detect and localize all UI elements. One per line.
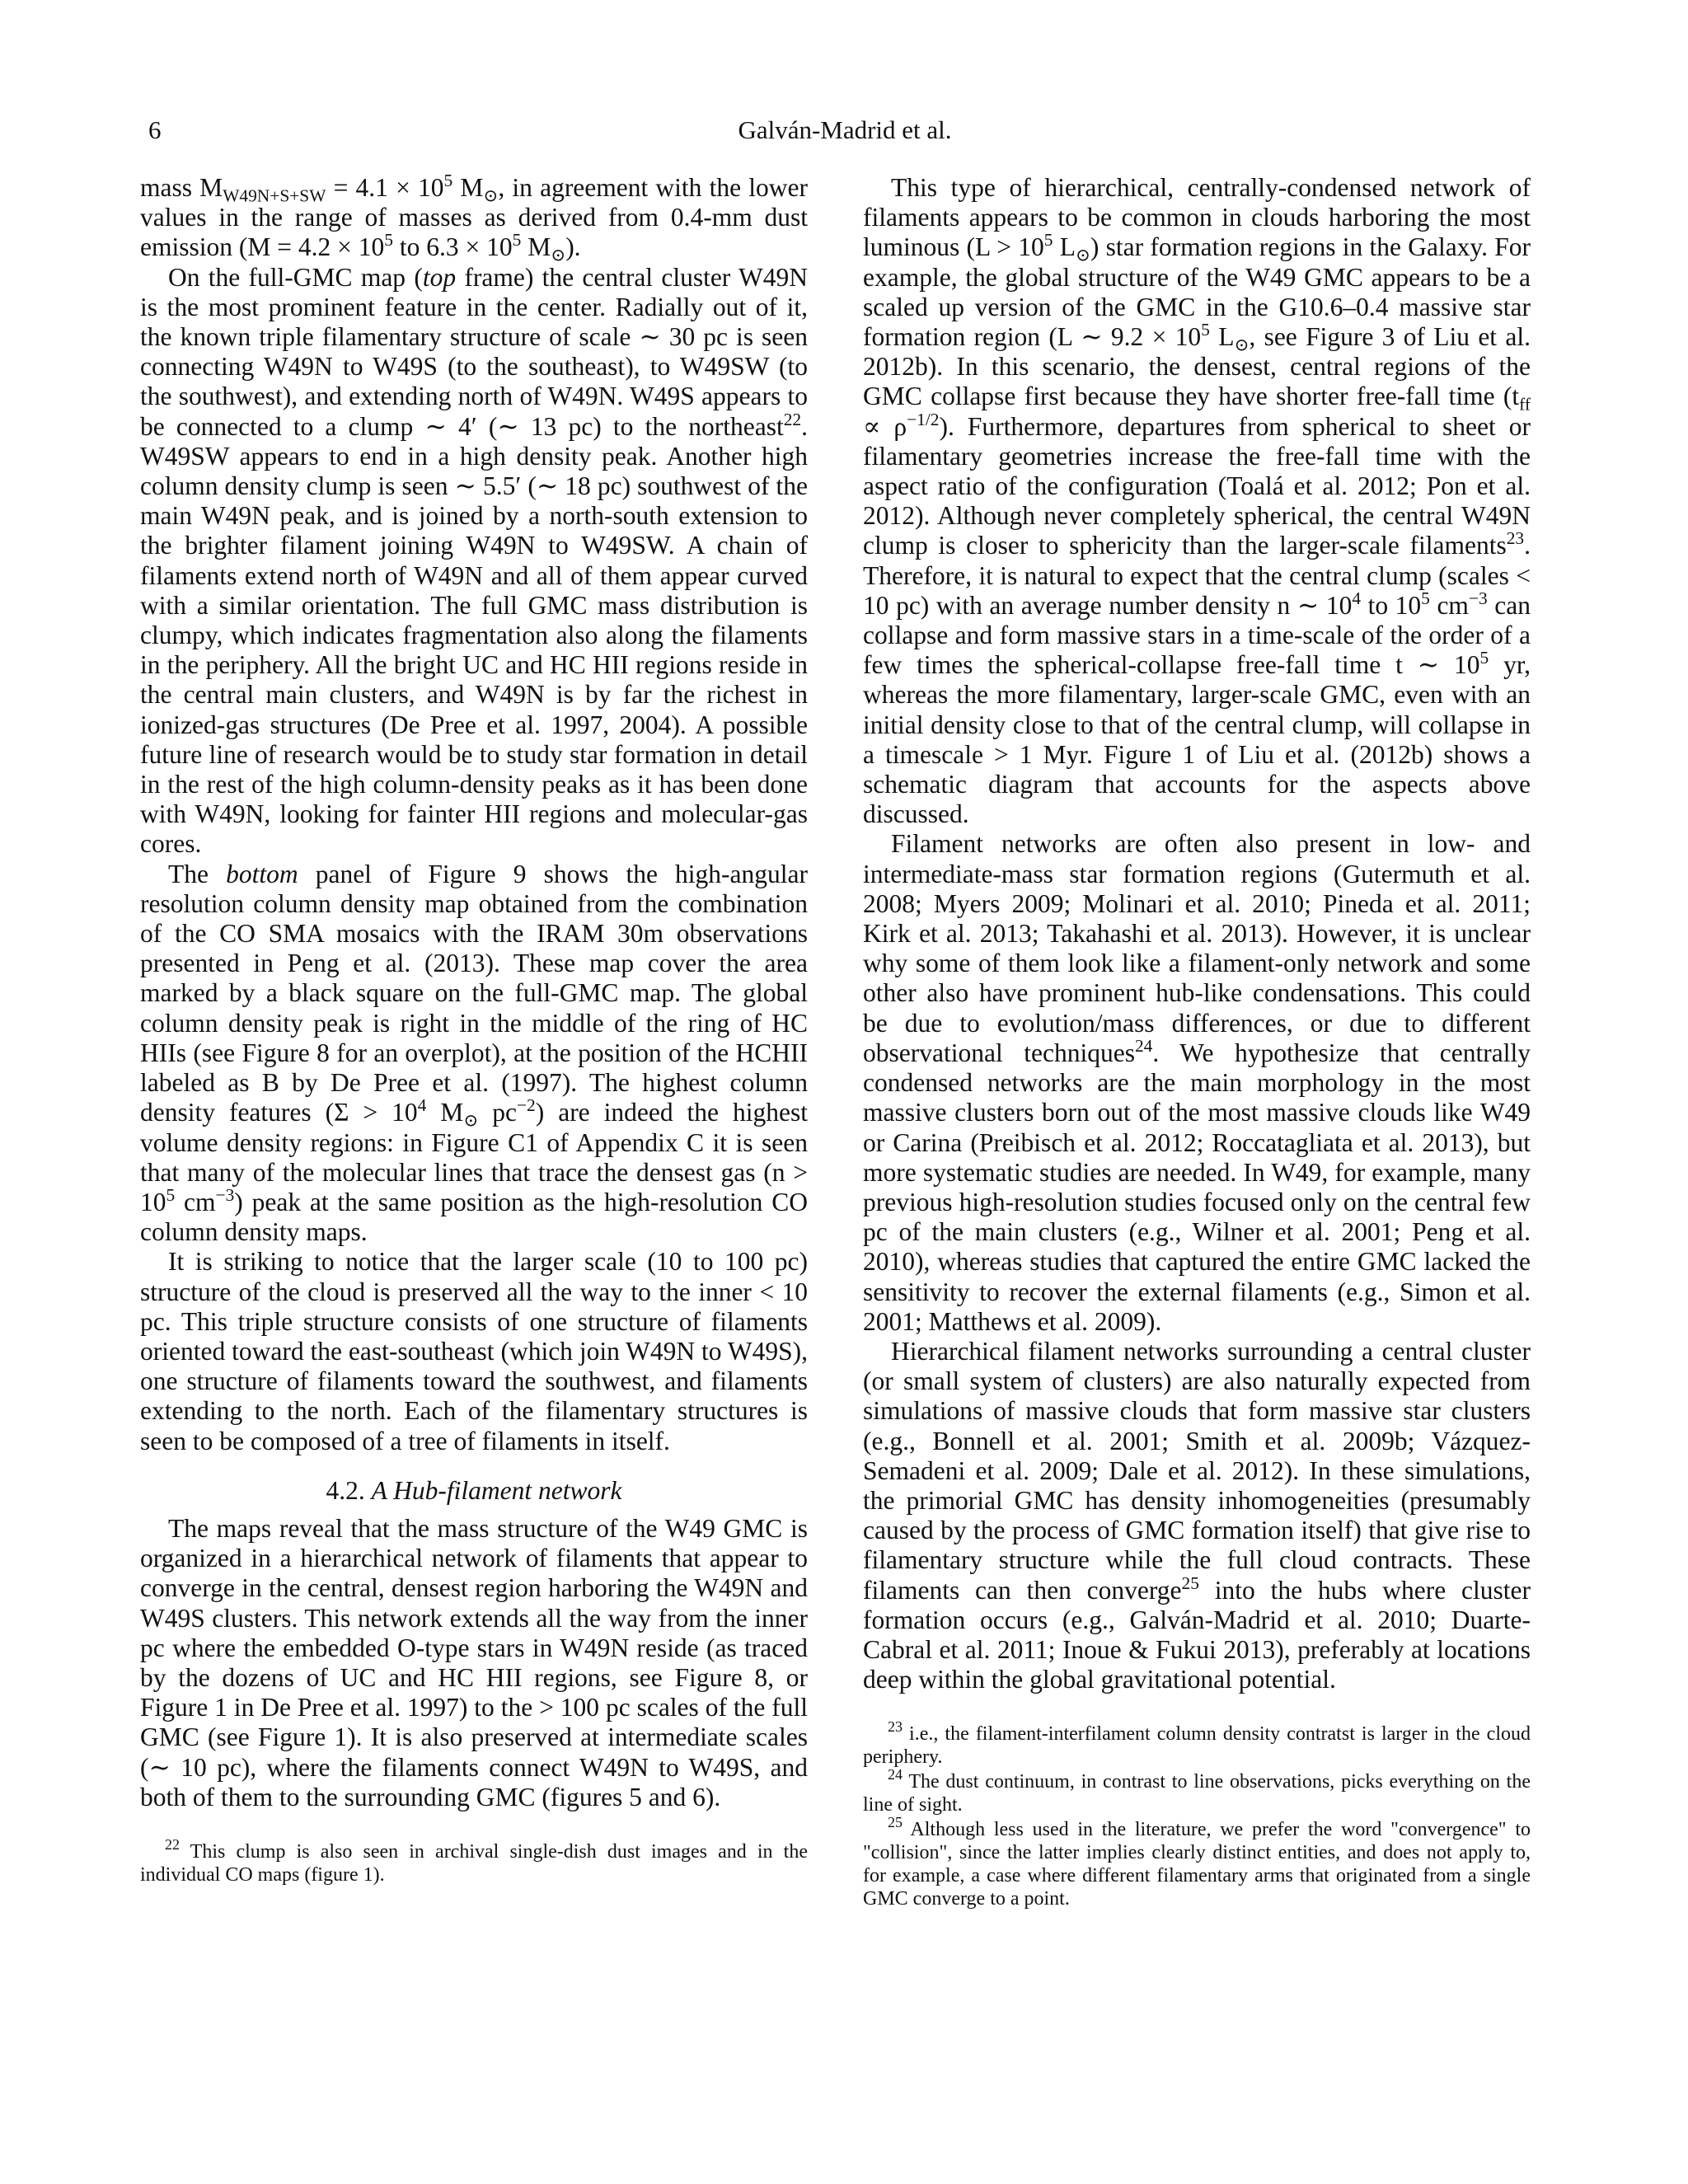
footnote-22: $^{22}$ This clump is also seen in archival single-dish dust images and in the individual CO maps (figure 1).	[140, 1836, 808, 1886]
paragraph-maps: The maps reveal that the mass structure of the W49 GMC is organized in a hierarchical network of filaments that appear to converge in the central, densest region harboring the W49N and W49S clusters. This network extends all the way from the inner pc where the embedded O-type stars in W49N reside (as traced by the dozens of UC and HC HII regions, see Figure 8, or Figure 1 in De Pree et al. 1997) to the > 100 pc scales of the full GMC (see Figure 1). It is also preserved at intermediate scales (∼ 10 pc), where the filaments connect W49N to W49S, and both of them to the surrounding GMC (figures 5 and 6).	[140, 1513, 808, 1811]
footnotes-right	[863, 1718, 1531, 1910]
footnote-23: $^{23}$ i.e., the filament-interfilament column density contratst is larger in the cloud periphery.	[863, 1718, 1531, 1769]
page-number: 6	[148, 115, 162, 144]
paragraph-striking: It is striking to notice that the larger scale (10 to 100 pc) structure of the cloud is preserved all the way to the inner < 10 pc. This triple structure consists of one structure of filaments oriented toward the east-southeast (which join W49N to W49S), one structure of filaments toward the southwest, and filaments extending to the north. Each of the filamentary structures is seen to be composed of a tree of filaments in itself.	[140, 1247, 808, 1455]
paragraph-filament-networks: Filament networks are often also present in low- and intermediate-mass star formation regions (Gutermuth et al. 2008; Myers 2009; Molinari et al. 2010; Pineda et al. 2011; Kirk et al. 2013; Takahashi et al. 2013). However, it is unclear why some of them look like a filament-only network and some other also have prominent hub-like condensations. This could be due to evolution/mass differences, or due to different observational techniques$^{24}$. We hypothesize that centrally condensed networks are the main morphology in the most massive clusters born out of the most massive clouds like W49 or Carina (Preibisch et al. 2012; Roccatagliata et al. 2013), but more systematic studies are needed. In W49, for example, many previous high-resolution studies focused only on the central few pc of the main clusters (e.g., Wilner et al. 2001; Peng et al. 2010), whereas studies that captured the entire GMC lacked the sensitivity to recover the external filaments (e.g., Simon et al. 2001; Matthews et al. 2009).	[863, 829, 1531, 1336]
paragraph-bottom-panel: The bottom panel of Figure 9 shows the high-angular resolution column density map obtained from the combination of the CO SMA mosaics with the IRAM 30m observations presented in Peng et al. (2013). These map cover the area marked by a black square on the full-GMC map. The global column density peak is right in the middle of the ring of HC HIIs (see Figure 8 for an overplot), at the position of the HCHII labeled as B by De Pree et al. (1997). The highest column density features ($\Sigma > 10^4$ $M_⊙$ $pc^{-2}$) are indeed the highest volume density regions: in Figure C1 of Appendix C it is seen that many of the molecular lines that trace the densest gas ($n > 10^5$ $cm^{-3}$) peak at the same position as the high-resolution CO column density maps.	[140, 859, 809, 1247]
section-title: A Hub-filament network	[371, 1475, 622, 1505]
footnote-25: $^{25}$ Although less used in the literature, we prefer the word "convergence" to "collision", since the latter implies clearly distinct entities, and does not apply to, for example, a case where different filamentary arms that originated from a single GMC converge to a point.	[863, 1814, 1531, 1910]
footnotes-left	[140, 1836, 808, 1886]
footnote-24: $^{24}$ The dust continuum, in contrast to line observations, picks everything on the line of sight.	[863, 1766, 1531, 1816]
paragraph-hierarchical-type: This type of hierarchical, centrally-condensed network of filaments appears to be common in clouds harboring the most luminous ($L > 10^5$ $L_⊙$) star formation regions in the Galaxy. For example, the global structure of the W49 GMC appears to be a scaled up version of the GMC in the G10.6–0.4 massive star formation region (L ∼ $9.2 \times 10^5$ $L_⊙$, see Figure 3 of Liu et al. 2012b). In this scenario, the densest, central regions of the GMC collapse first because they have shorter free-fall time $(t_{ff} \propto \rho^{-1/2})$. Furthermore, departures from spherical to sheet or filamentary geometries increase the free-fall time with the aspect ratio of the configuration (Toalá et al. 2012; Pon et al. 2012). Although never completely spherical, the central W49N clump is closer to sphericity than the larger-scale filaments$^{23}$. Therefore, it is natural to expect that the central clump (scales < 10 pc) with an average number density n ∼ $10^4$ to $10^5$ $cm^{-3}$ can collapse and form massive stars in a time-scale of the order of a few times the spherical-collapse free-fall time t ∼ $10^5$ yr, whereas the more filamentary, larger-scale GMC, even with an initial density close to that of the central clump, will collapse in a timescale > 1 Myr. Figure 1 of Liu et al. (2012b) shows a schematic diagram that accounts for the aspects above discussed.	[863, 173, 1531, 829]
running-head: Galván-Madrid et al.	[738, 115, 952, 144]
section-heading	[140, 1476, 808, 1506]
page-header	[140, 115, 1550, 157]
right-column	[863, 173, 1531, 1912]
left-column	[140, 173, 808, 1888]
paragraph-full-gmc: On the full-GMC map (top frame) the central cluster W49N is the most prominent feature in the center. Radially out of it, the known triple filamentary structure of scale ∼ 30 pc is seen connecting W49N to W49S (to the southeast), to W49SW (to the southwest), and extending north of W49N. W49S appears to be connected to a clump ∼ 4′ (∼ 13 pc) to the northeast$^{22}$. W49SW appears to end in a high density peak. Another high column density clump is seen ∼ 5.5′ (∼ 18 pc) southwest of the main W49N peak, and is joined by a north-south extension to the brighter filament joining W49N to W49SW. A chain of filaments extend north of W49N and all of them appear curved with a similar orientation. The full GMC mass distribution is clumpy, which indicates fragmentation also along the filaments in the periphery. All the bright UC and HC HII regions reside in the central main clusters, and W49N is by far the richest in ionized-gas structures (De Pree et al. 1997, 2004). A possible future line of research would be to study star formation in detail in the rest of the high column-density peaks as it has been done with W49N, looking for fainter HII regions and molecular-gas cores.	[140, 262, 808, 859]
paragraph-mass: mass $M_{W49N+S+SW} = 4.1 \times 10^5$ $M_⊙$, in agreement with the lower values in the range of masses as derived from 0.4-mm dust emission ($M = 4.2 \times 10^5$ to $6.3 \times 10^5$ $M_⊙$).	[140, 171, 808, 265]
section-number: 4.2.	[326, 1475, 365, 1505]
paragraph-hierarchical-simulations: Hierarchical filament networks surrounding a central cluster (or small system of clusters) are also naturally expected from simulations of massive clouds that form massive star clusters (e.g., Bonnell et al. 2001; Smith et al. 2009b; Vázquez-Semadeni et al. 2009; Dale et al. 2012). In these simulations, the primorial GMC has density inhomogeneities (presumably caused by the process of GMC formation itself) that give rise to filamentary structure while the full cloud contracts. These filaments can then converge$^{25}$ into the hubs where cluster formation occurs (e.g., Galván-Madrid et al. 2010; Duarte-Cabral et al. 2011; Inoue & Fukui 2013), preferably at locations deep within the global gravitational potential.	[863, 1336, 1531, 1694]
